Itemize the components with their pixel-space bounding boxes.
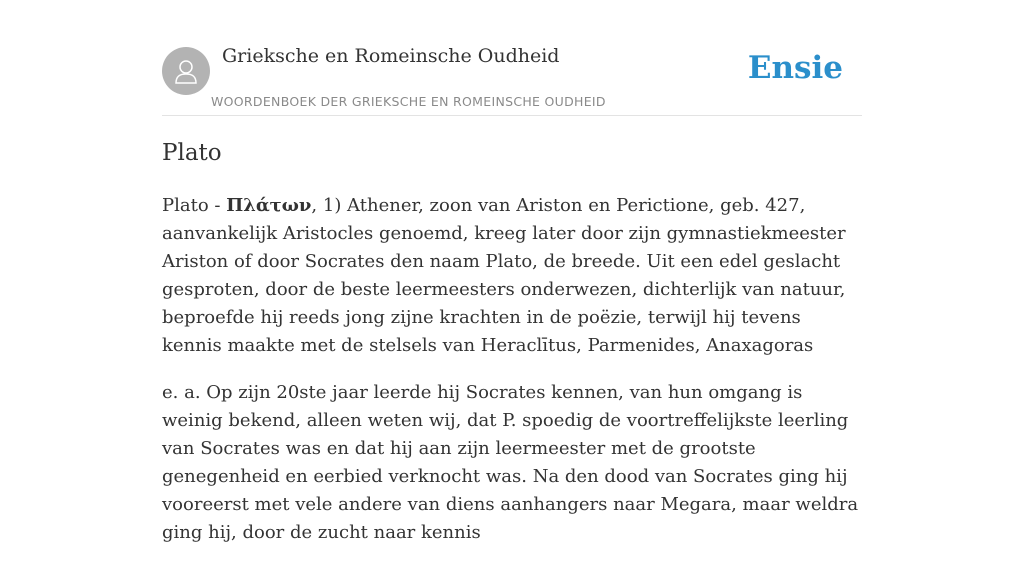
entry-content <box>162 192 862 566</box>
page-title: Plato <box>162 140 222 166</box>
site-subtitle: WOORDENBOEK DER GRIEKSCHE EN ROMEINSCHE OUDHEID <box>211 94 606 109</box>
greek-term: Πλάτων <box>226 195 312 216</box>
entry-term: Plato - <box>162 195 227 216</box>
paragraph-2: e. a. Op zijn 20ste jaar leerde hij Socrates kennen, van hun omgang is weinig bekend, alleen weten wij, dat P. spoedig de voortreffelijkste leerling van Socrates was en dat hij aan zijn leermeester met de grootste genegenheid en eerbied verknocht was. Na den dood van Socrates ging hij vooreerst met vele andere van diens aanhangers naar Megara, maar weldra ging hij, door de zucht naar kennis <box>162 382 859 543</box>
header-divider <box>162 115 862 116</box>
avatar[interactable] <box>162 47 210 95</box>
paragraph-1-text: , 1) Athener, zoon van Ariston en Perictione, geb. 427, aanvankelijk Aristocles genoemd, kreeg later door zijn gymnastiekmeester Ariston of door Socrates den naam Plato, de breede. Uit een edel geslacht gesproten, door de beste leermeesters onderwezen, dichterlijk van natuur, beproefde hij reeds jong zijne krachten in de poëzie, terwijl hij tevens kennis maakte met de stelsels van Heraclītus, Parmenides, Anaxagoras <box>162 195 846 356</box>
brand-logo[interactable]: Ensie <box>747 50 843 86</box>
site-title[interactable]: Grieksche en Romeinsche Oudheid <box>222 45 560 67</box>
user-icon <box>171 56 201 86</box>
paragraph-1 <box>162 192 862 360</box>
